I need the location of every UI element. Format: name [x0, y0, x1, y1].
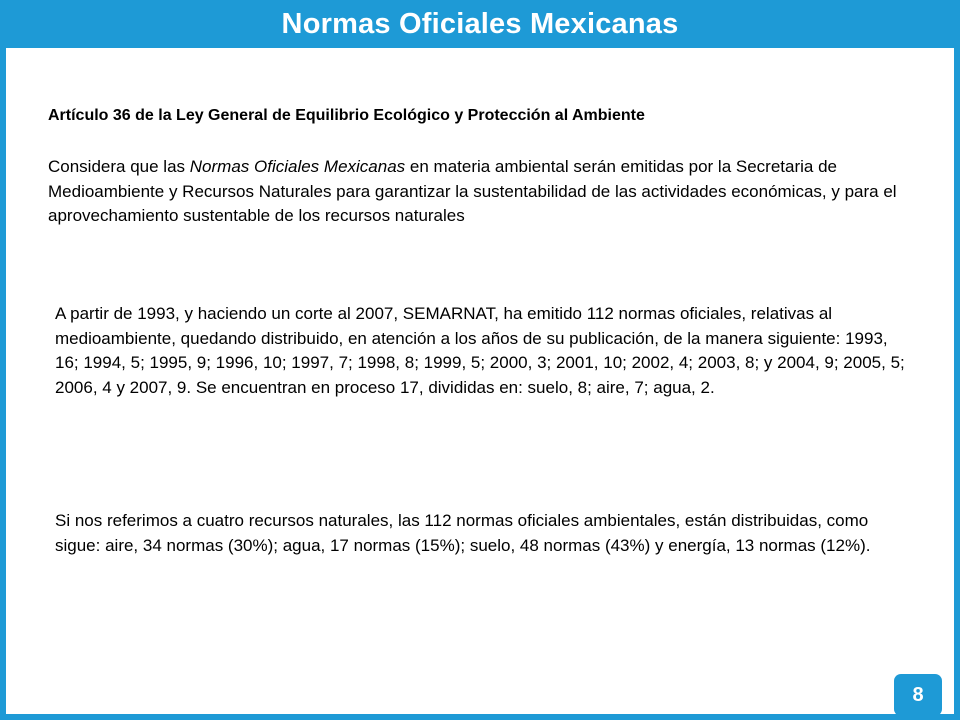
- title-bar: [0, 0, 960, 48]
- para1-italic-term: Normas Oficiales Mexicanas: [189, 157, 406, 176]
- slide-title: Normas Oficiales Mexicanas: [281, 7, 679, 40]
- page-number-badge: [894, 674, 942, 716]
- norms-by-resource-paragraph: Si nos referimos a cuatro recursos naturales, las 112 normas oficiales ambientales, están distribuidas, como sigue: aire, 34 normas (30%); agua, 17 normas (15%); suelo, 48 normas (43%) y energía, 13 normas (12%).: [55, 511, 871, 555]
- para1-text-end: en materia ambiental serán emitidas por la Secretaria de Medioambiente y Recursos Naturales para garantizar la sustentabilidad de las actividades económicas, y para el aprovechamiento sustentable de los recursos naturales: [48, 157, 897, 225]
- norms-by-year-paragraph: A partir de 1993, y haciendo un corte al 2007, SEMARNAT, ha emitido 112 normas oficiales, relativas al medioambiente, quedando distribuido, en atención a los años de su publicación, de la manera siguiente: 1993, 16; 1994, 5; 1995, 9; 1996, 10; 1997, 7; 1998, 8; 1999, 5; 2000, 3; 2001, 10; 2002, 4; 2003, 8; y 2004, 9; 2005, 5; 2006, 4 y 2007, 9. Se encuentran en proceso 17, divididas en: suelo, 8; aire, 7; agua, 2.: [55, 304, 905, 397]
- para1-text-start: Considera que las: [48, 157, 190, 176]
- article-paragraph: [48, 155, 918, 229]
- article-heading: Artículo 36 de la Ley General de Equilibrio Ecológico y Protección al Ambiente: [48, 107, 645, 124]
- page-number: 8: [912, 683, 924, 706]
